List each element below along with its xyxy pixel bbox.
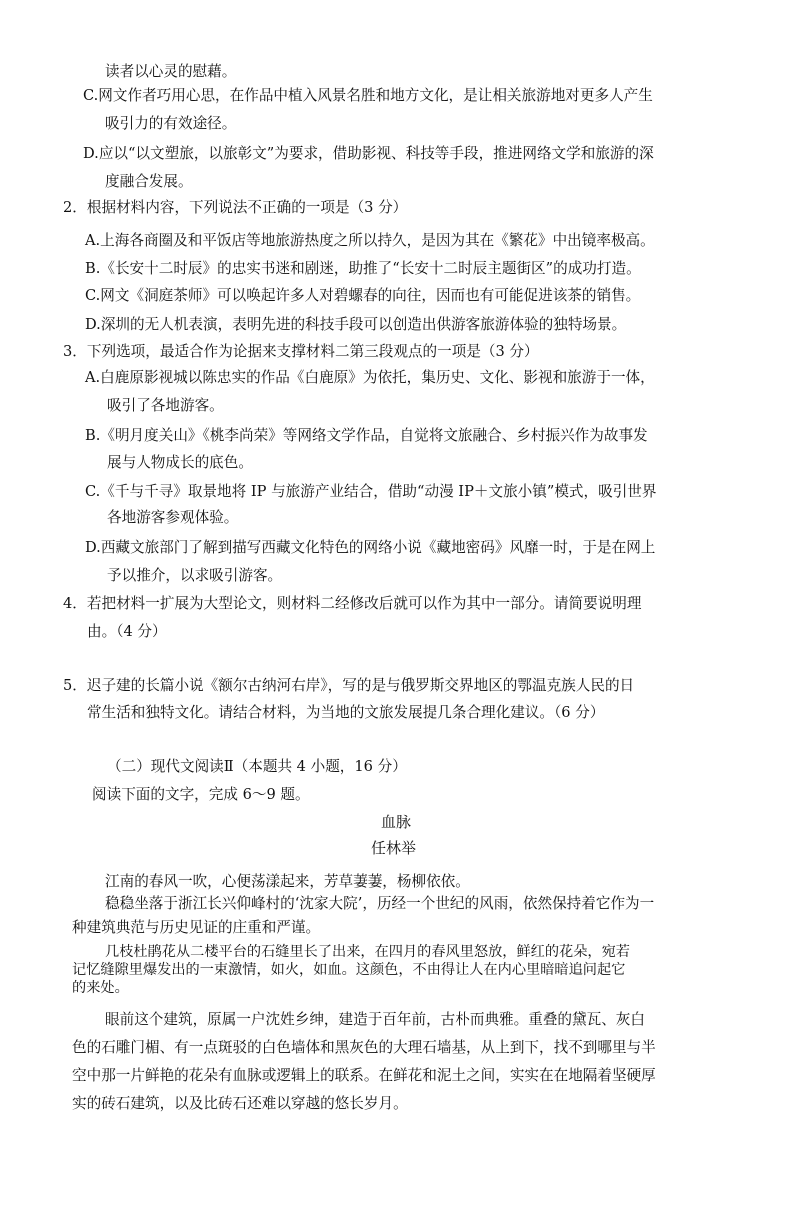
q3-option-a-line2: 吸引了各地游客。 xyxy=(107,397,224,414)
q1-option-c-line2: 吸引力的有效途径。 xyxy=(105,115,237,132)
passage-author: 任林举 xyxy=(371,839,417,857)
q3-option-d-line1: D.西藏文旅部门了解到描写西藏文化特色的网络小说《藏地密码》风靡一时，于是在网上 xyxy=(85,539,656,556)
q3-option-b-line2: 展与人物成长的底色。 xyxy=(107,454,253,471)
q3-option-c-line1: C.《千与千寻》取景地将 IP 与旅游产业结合，借助“动漫 IP＋文旅小镇”模式，吸引世界 xyxy=(85,483,657,500)
q2-option-c: C.网文《洞庭茶师》可以唤起许多人对碧螺春的向往，因而也有可能促进该茶的销售。 xyxy=(85,287,641,304)
section-instruction: 阅读下面的文字，完成 6～9 题。 xyxy=(92,786,310,803)
passage-paragraph-3-line2: 记忆缝隙里爆发出的一束激情，如火，如血。这颜色，不由得让人在内心里暗暗追问起它 xyxy=(72,962,626,978)
passage-paragraph-4-line3: 空中那一片鲜艳的花朵有血脉或逻辑上的联系。在鲜花和泥土之间，实实在在地隔着坚硬厚 xyxy=(72,1067,656,1084)
passage-paragraph-2-line1: 稳稳坐落于浙江长兴仰峰村的‘沈家大院’，历经一个世纪的风雨，依然保持着它作为一 xyxy=(105,895,655,912)
passage-paragraph-3-line1: 几枝杜鹃花从二楼平台的石缝里长了出来，在四月的春风里怒放，鲜红的花朵，宛若 xyxy=(105,944,630,960)
q3-stem: 3．下列选项，最适合作为论据来支撑材料二第三段观点的一项是（3 分） xyxy=(63,343,539,360)
passage-paragraph-4-line1: 眼前这个建筑，原属一户沈姓乡绅，建造于百年前，古朴而典雅。重叠的黛瓦、灰白 xyxy=(105,1011,645,1028)
passage-paragraph-4-line2: 色的石雕门楣、有一点斑驳的白色墙体和黑灰色的大理石墙基，从上到下，找不到哪里与半 xyxy=(72,1039,656,1056)
q3-option-c-line2: 各地游客参观体验。 xyxy=(107,509,239,526)
passage-paragraph-3-line3: 的来处。 xyxy=(72,980,129,996)
q5-stem-line1: 5．迟子建的长篇小说《额尔古纳河右岸》，写的是与俄罗斯交界地区的鄂温克族人民的日 xyxy=(63,677,635,694)
passage-paragraph-1: 江南的春风一吹，心便荡漾起来，芳草萋萋，杨柳依依。 xyxy=(105,873,470,890)
q2-option-b: B.《长安十二时辰》的忠实书迷和剧迷，助推了“长安十二时辰主题街区”的成功打造。 xyxy=(85,260,641,277)
passage-title: 血脉 xyxy=(381,813,412,831)
q3-option-b-line1: B.《明月度关山》《桃李尚荣》等网络文学作品，自觉将文旅融合、乡村振兴作为故事发 xyxy=(85,427,648,444)
q3-option-d-line2: 予以推介，以求吸引游客。 xyxy=(107,567,283,584)
q3-option-a-line1: A.白鹿原影视城以陈忠实的作品《白鹿原》为依托，集历史、文化、影视和旅游于一体， xyxy=(85,369,655,386)
q5-stem-line2: 常生活和独特文化。请结合材料，为当地的文旅发展提几条合理化建议。（6 分） xyxy=(87,704,605,721)
q1-option-d-line2: 度融合发展。 xyxy=(105,173,193,190)
passage-paragraph-2-line2: 种建筑典范与历史见证的庄重和严谨。 xyxy=(72,919,321,936)
q4-stem-line2: 由。（4 分） xyxy=(87,623,167,640)
q1-option-c-line1: C.网文作者巧用心思，在作品中植入风景名胜和地方文化，是让相关旅游地对更多人产生 xyxy=(83,87,653,104)
section-heading: （二）现代文阅读Ⅱ（本题共 4 小题，16 分） xyxy=(107,758,407,775)
q2-stem: 2．根据材料内容，下列说法不正确的一项是（3 分） xyxy=(63,199,408,216)
q4-stem-line1: 4．若把材料一扩展为大型论文，则材料二经修改后就可以作为其中一部分。请简要说明理 xyxy=(63,595,642,612)
q1-option-d-line1: D.应以“以文塑旅，以旅彰文”为要求，借助影视、科技等手段，推进网络文学和旅游的深 xyxy=(83,145,654,162)
q2-option-a: A.上海各商圈及和平饭店等地旅游热度之所以持久，是因为其在《繁花》中出镜率极高。 xyxy=(85,232,655,249)
passage-paragraph-4-line4: 实的砖石建筑，以及比砖石还难以穿越的悠长岁月。 xyxy=(72,1095,408,1112)
q2-option-d: D.深圳的无人机表演，表明先进的科技手段可以创造出供游客旅游体验的独特场景。 xyxy=(85,316,627,333)
q1-option-b-continuation: 读者以心灵的慰藉。 xyxy=(105,63,237,80)
